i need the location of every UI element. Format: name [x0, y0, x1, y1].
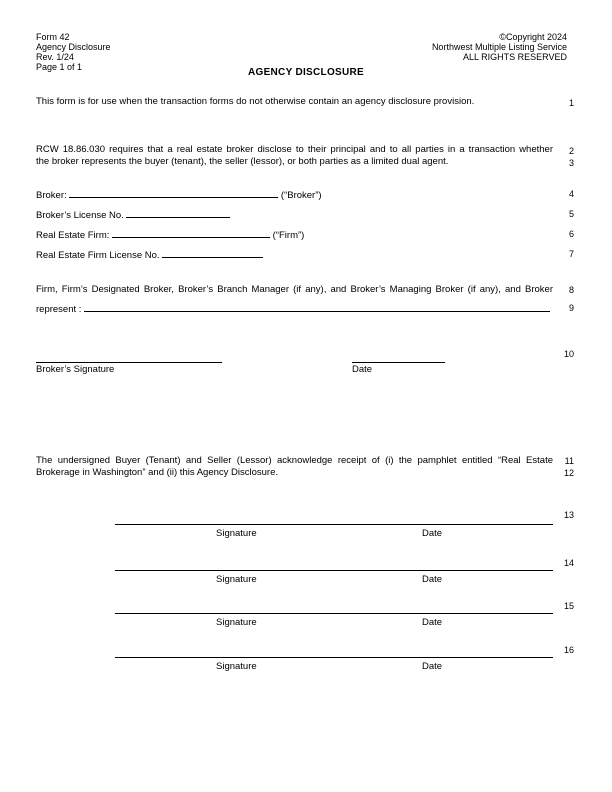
broker-signature-label: Broker’s Signature: [36, 364, 115, 375]
line-number: 11: [564, 456, 574, 466]
line-number: 8: [568, 285, 574, 295]
line-number: 16: [563, 645, 574, 655]
copyright-block: [432, 32, 567, 62]
broker-row: [36, 188, 553, 202]
broker-name-blank: [69, 188, 278, 198]
broker-signature-line: [36, 362, 222, 363]
copyright-line: ©Copyright 2024: [499, 32, 567, 42]
line-number: 14: [563, 558, 574, 568]
represent-paragraph-line1: Firm, Firm’s Designated Broker, Broker’s Branch Manager (if any), and Broker’s Managing Broker (if any), and Broker: [36, 284, 553, 295]
firm-name-blank: [112, 228, 270, 238]
line-number: 5: [568, 209, 574, 219]
line-number: 7: [568, 249, 574, 259]
broker-license-row: [36, 208, 553, 222]
date-label: Date: [422, 661, 443, 672]
line-number: 9: [568, 303, 574, 313]
broker-date-label: Date: [352, 364, 373, 375]
rcw-paragraph-line2: the broker represents the buyer (tenant), the seller (lessor), or both parties as a limited dual agent.: [36, 156, 449, 167]
line-number: 6: [568, 229, 574, 239]
form-meta-block: [36, 32, 111, 72]
line-number: 2: [568, 146, 574, 156]
rcw-paragraph: [36, 144, 553, 168]
signature-line: [115, 613, 553, 614]
line-number: 12: [563, 468, 574, 478]
broker-suffix: (“Broker”): [280, 190, 322, 201]
firm-license-blank: [162, 248, 263, 258]
line-number: 15: [563, 601, 574, 611]
copyright-owner: Northwest Multiple Listing Service: [431, 42, 567, 52]
firm-suffix: (“Firm”): [272, 230, 305, 241]
line-number: 13: [563, 510, 574, 520]
broker-date-line: [352, 362, 445, 363]
rcw-paragraph-line1: RCW 18.86.030 requires that a real estate broker disclose to their principal and to all parties in a transaction whether: [36, 144, 553, 155]
signature-label: Signature: [216, 528, 257, 539]
firm-license-row: [36, 248, 553, 262]
line-number: 4: [568, 189, 574, 199]
signature-label: Signature: [216, 661, 257, 672]
acknowledgment-paragraph: [36, 455, 553, 479]
broker-license-blank: [126, 208, 230, 218]
form-revision: Rev. 1/24: [36, 52, 74, 62]
line-number: 1: [568, 98, 574, 108]
date-label: Date: [422, 574, 443, 585]
represent-blank: [84, 302, 550, 312]
form-name: Agency Disclosure: [36, 42, 111, 52]
acknowledgment-line1: The undersigned Buyer (Tenant) and Seller (Lessor) acknowledge receipt of (i) the pamphlet entitled “Real Estate: [36, 455, 553, 466]
document-title: AGENCY DISCLOSURE: [247, 67, 365, 78]
signature-label: Signature: [216, 574, 257, 585]
date-label: Date: [422, 617, 443, 628]
form-page-count: Page 1 of 1: [36, 62, 83, 72]
acknowledgment-line2: Brokerage in Washington” and (ii) this Agency Disclosure.: [36, 467, 279, 478]
form-number: Form 42: [36, 32, 70, 42]
firm-row: [36, 228, 553, 242]
represent-row: [36, 302, 553, 316]
firm-license-label: Real Estate Firm License No.: [36, 250, 160, 261]
firm-label: Real Estate Firm:: [36, 230, 110, 241]
signature-line: [115, 524, 553, 525]
signature-line: [115, 570, 553, 571]
date-label: Date: [422, 528, 443, 539]
represent-label: represent :: [36, 304, 82, 315]
broker-license-label: Broker’s License No.: [36, 210, 124, 221]
intro-paragraph: This form is for use when the transaction forms do not otherwise contain an agency disclosure provision.: [36, 96, 475, 107]
signature-label: Signature: [216, 617, 257, 628]
rights-reserved: ALL RIGHTS RESERVED: [462, 52, 567, 62]
line-number: 3: [568, 158, 574, 168]
line-number: 10: [563, 349, 574, 359]
broker-label: Broker:: [36, 190, 67, 201]
signature-line: [115, 657, 553, 658]
